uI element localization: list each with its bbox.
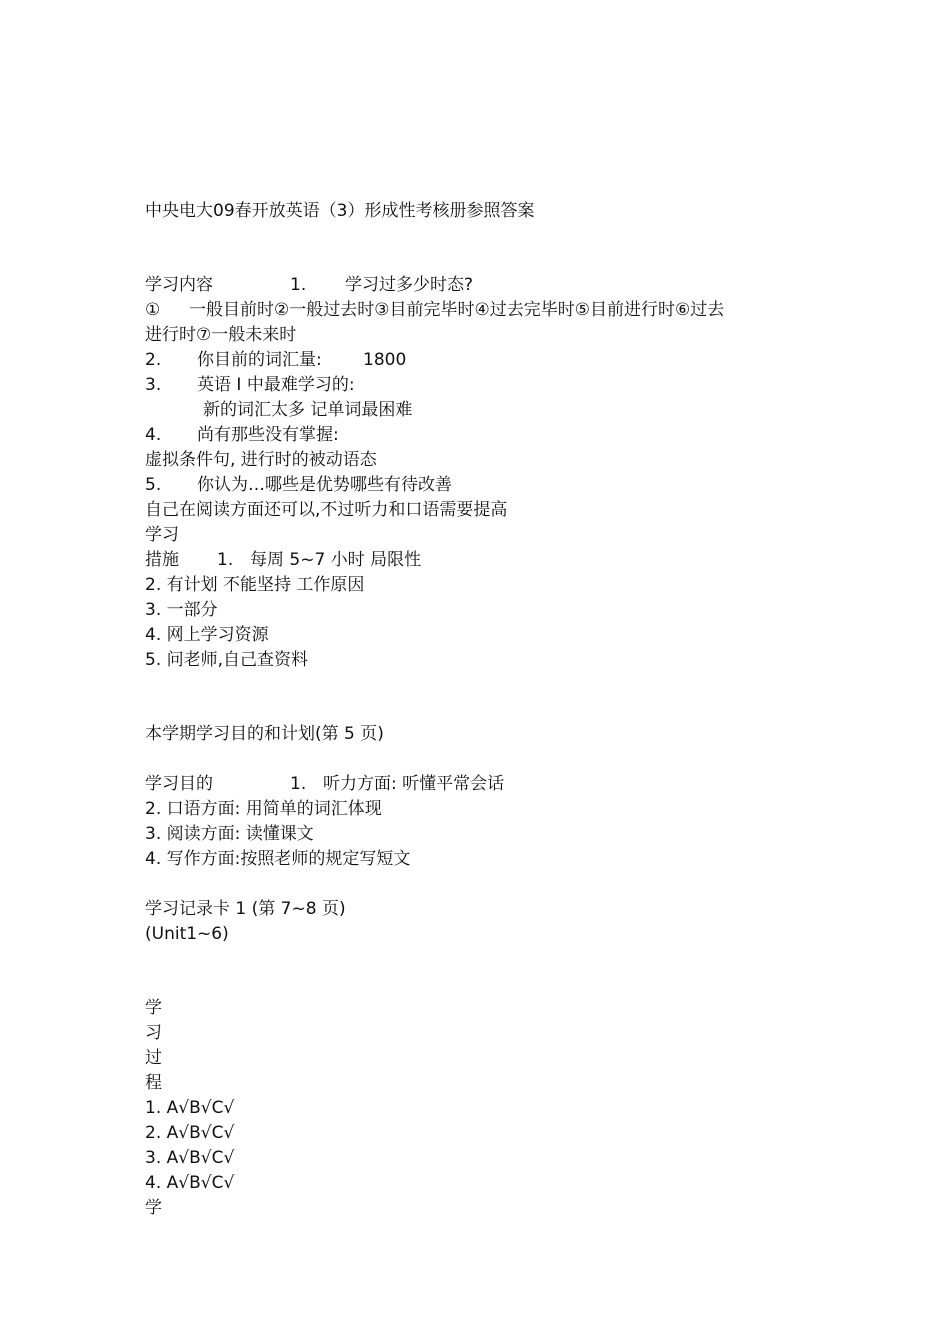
q4-row <box>145 423 845 447</box>
measure-2: 2. 有计划 不能坚持 工作原因 <box>145 575 365 595</box>
document-title: 中央电大09春开放英语（3）形成性考核册参照答案 <box>145 201 535 221</box>
q3-number: 3. <box>145 375 162 395</box>
q5-row <box>145 473 845 497</box>
measure-1-text: 每周 5~7 小时 局限性 <box>250 550 422 570</box>
goal-2: 2. 口语方面: 用简单的词汇体现 <box>145 799 382 819</box>
q2-number: 2. <box>145 350 162 370</box>
q2-row <box>145 348 845 372</box>
q3-row <box>145 373 845 397</box>
q4-text: 尚有那些没有掌握: <box>197 425 339 445</box>
sec2-label-line1: 学习 <box>145 525 179 545</box>
sec2-label-line2: 措施 <box>145 550 179 570</box>
a1-row <box>145 298 845 322</box>
measure-5: 5. 问老师,自己查资料 <box>145 650 309 670</box>
q1-text: 学习过多少时态? <box>345 275 474 295</box>
q5-number: 5. <box>145 475 162 495</box>
a1-marker: ① <box>145 300 161 320</box>
sec3-row-1 <box>145 772 845 796</box>
trailing-char: 学 <box>145 1198 162 1218</box>
answer-line-1: 1. A√B√C√ <box>145 1098 235 1118</box>
goal-1-text: 听力方面: 听懂平常会话 <box>323 774 505 794</box>
sec4-subheading: (Unit1~6) <box>145 924 229 944</box>
a4-text: 虚拟条件句, 进行时的被动语态 <box>145 450 377 470</box>
goal-3: 3. 阅读方面: 读懂课文 <box>145 824 314 844</box>
goal-1-number: 1. <box>290 774 307 794</box>
vertical-char-2: 习 <box>145 1023 162 1043</box>
q1-number: 1. <box>290 275 307 295</box>
vertical-char-3: 过 <box>145 1048 162 1068</box>
q2-value: 1800 <box>363 350 407 370</box>
vertical-char-4: 程 <box>145 1073 162 1093</box>
measure-4: 4. 网上学习资源 <box>145 625 269 645</box>
q3-text: 英语 I 中最难学习的: <box>197 375 355 395</box>
q4-number: 4. <box>145 425 162 445</box>
vertical-char-1: 学 <box>145 998 162 1018</box>
q2-text: 你目前的词汇量: <box>197 350 322 370</box>
sec4-heading: 学习记录卡 1 (第 7~8 页) <box>145 899 346 919</box>
measure-3: 3. 一部分 <box>145 600 218 620</box>
sec1-label: 学习内容 <box>145 275 213 295</box>
sec3-label: 学习目的 <box>145 774 213 794</box>
a5-text: 自己在阅读方面还可以,不过听力和口语需要提高 <box>145 500 508 520</box>
sec1-row-q1 <box>145 273 845 297</box>
a1-text-line2: 进行时⑦一般未来时 <box>145 325 297 345</box>
sec2-row-1 <box>145 548 845 572</box>
q5-text: 你认为…哪些是优势哪些有待改善 <box>197 475 452 495</box>
answer-line-4: 4. A√B√C√ <box>145 1173 235 1193</box>
a3-text: 新的词汇太多 记单词最困难 <box>203 400 413 420</box>
answer-line-3: 3. A√B√C√ <box>145 1148 235 1168</box>
a1-text-line1: 一般目前时②一般过去时③目前完毕时④过去完毕时⑤目前进行时⑥过去 <box>189 300 725 320</box>
answer-line-2: 2. A√B√C√ <box>145 1123 235 1143</box>
measure-1-number: 1. <box>217 550 234 570</box>
goal-4: 4. 写作方面:按照老师的规定写短文 <box>145 849 411 869</box>
sec3-heading: 本学期学习目的和计划(第 5 页) <box>145 724 384 744</box>
